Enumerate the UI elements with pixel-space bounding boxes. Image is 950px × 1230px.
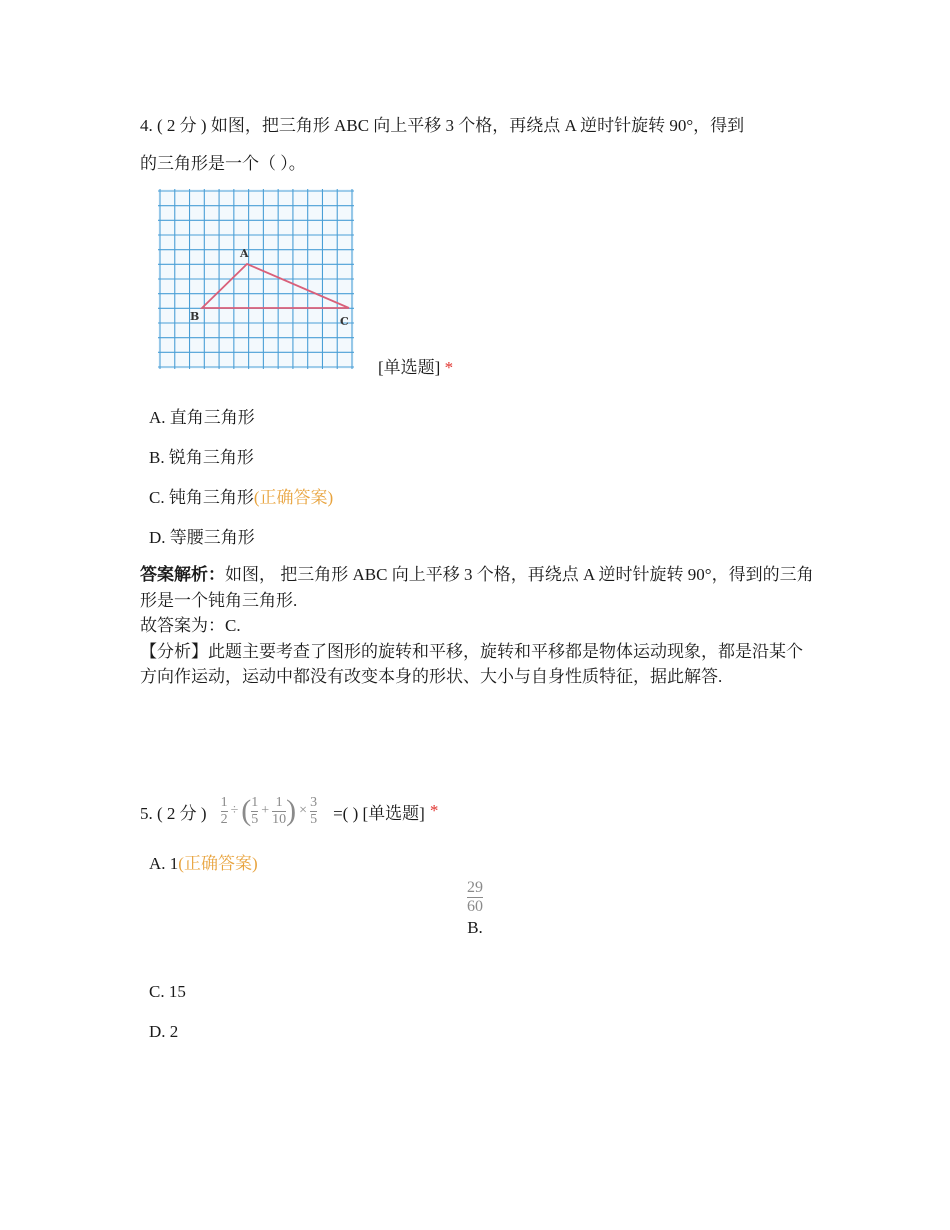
right-paren: ) <box>286 794 297 827</box>
vertex-label-c: C <box>340 315 349 328</box>
q4-stem-line1: 4. ( 2 分 ) 如图，把三角形 ABC 向上平移 3 个格，再绕点 A 逆时针旋转 90°，得到 <box>140 116 745 135</box>
q4-option-a[interactable] <box>149 403 255 428</box>
fraction-2: $\frac{1}{5}$ <box>251 794 259 827</box>
vertex-label-a: A <box>240 247 249 260</box>
vertex-label-b: B <box>190 310 200 323</box>
q4-option-d[interactable] <box>149 523 255 548</box>
explanation-answer: 故答案为：C. <box>140 616 241 635</box>
triangle-grid-svg <box>158 189 354 369</box>
left-paren: ( <box>241 794 252 827</box>
q4-type-tag <box>378 358 453 378</box>
correct-mark: (正确答案) <box>253 488 334 507</box>
divide-sign: ÷ <box>230 803 239 818</box>
fraction-3: $\frac{1}{10}$ <box>272 794 287 827</box>
q4-option-c[interactable] <box>149 483 333 508</box>
fraction-1: $\frac{1}{2}$ <box>220 794 228 827</box>
option-text: C. 15 <box>149 982 186 1001</box>
q5-prefix: 5. ( 2 分 ) <box>140 803 207 823</box>
q5-option-b[interactable] <box>455 880 495 938</box>
explanation-heading: 答案解析： <box>140 565 225 584</box>
q4-grid-figure <box>158 189 354 369</box>
q4-option-b[interactable] <box>149 443 254 468</box>
option-text: A. 1 <box>149 854 179 873</box>
q5-required-mark: * <box>429 801 439 820</box>
times-sign: × <box>299 803 308 818</box>
q5-option-c[interactable] <box>149 982 186 1002</box>
explanation-analysis: 【分析】此题主要考查了图形的旋转和平移，旋转和平移都是物体运动现象，都是沿某个方向作运动，运动中都没有改变本身的形状、大小与自身性质特征，据此解答. <box>140 641 803 686</box>
option-text: C. 钝角三角形 <box>149 488 254 507</box>
option-text: A. 直角三角形 <box>149 408 255 427</box>
q5-option-a[interactable] <box>149 849 258 874</box>
q5-formula-image <box>221 796 318 827</box>
option-text: D. 2 <box>149 1022 179 1041</box>
q4-required-mark: * <box>444 358 454 377</box>
q5-suffix: =( ) [单选题] <box>333 803 425 823</box>
correct-mark: (正确答案) <box>178 854 258 873</box>
q4-type-label: [单选题] <box>378 358 441 377</box>
option-text: B. 锐角三角形 <box>149 448 254 467</box>
option-b-fraction: $\frac{29}{60}$ <box>467 879 483 915</box>
option-text: B. <box>467 918 483 937</box>
q5-stem <box>140 786 438 836</box>
option-text: D. 等腰三角形 <box>149 528 255 547</box>
q4-explanation <box>140 562 815 690</box>
q5-option-d[interactable] <box>149 1022 178 1042</box>
q4-stem-line2: 的三角形是一个（ ）。 <box>140 154 306 173</box>
fraction-4: $\frac{3}{5}$ <box>310 794 318 827</box>
explanation-body: 如图， 把三角形 ABC 向上平移 3 个格，再绕点 A 逆时针旋转 90°，得到的三角形是一个钝角三角形. <box>140 565 814 610</box>
plus-sign: + <box>261 803 270 818</box>
explanation-paragraph <box>140 562 815 613</box>
